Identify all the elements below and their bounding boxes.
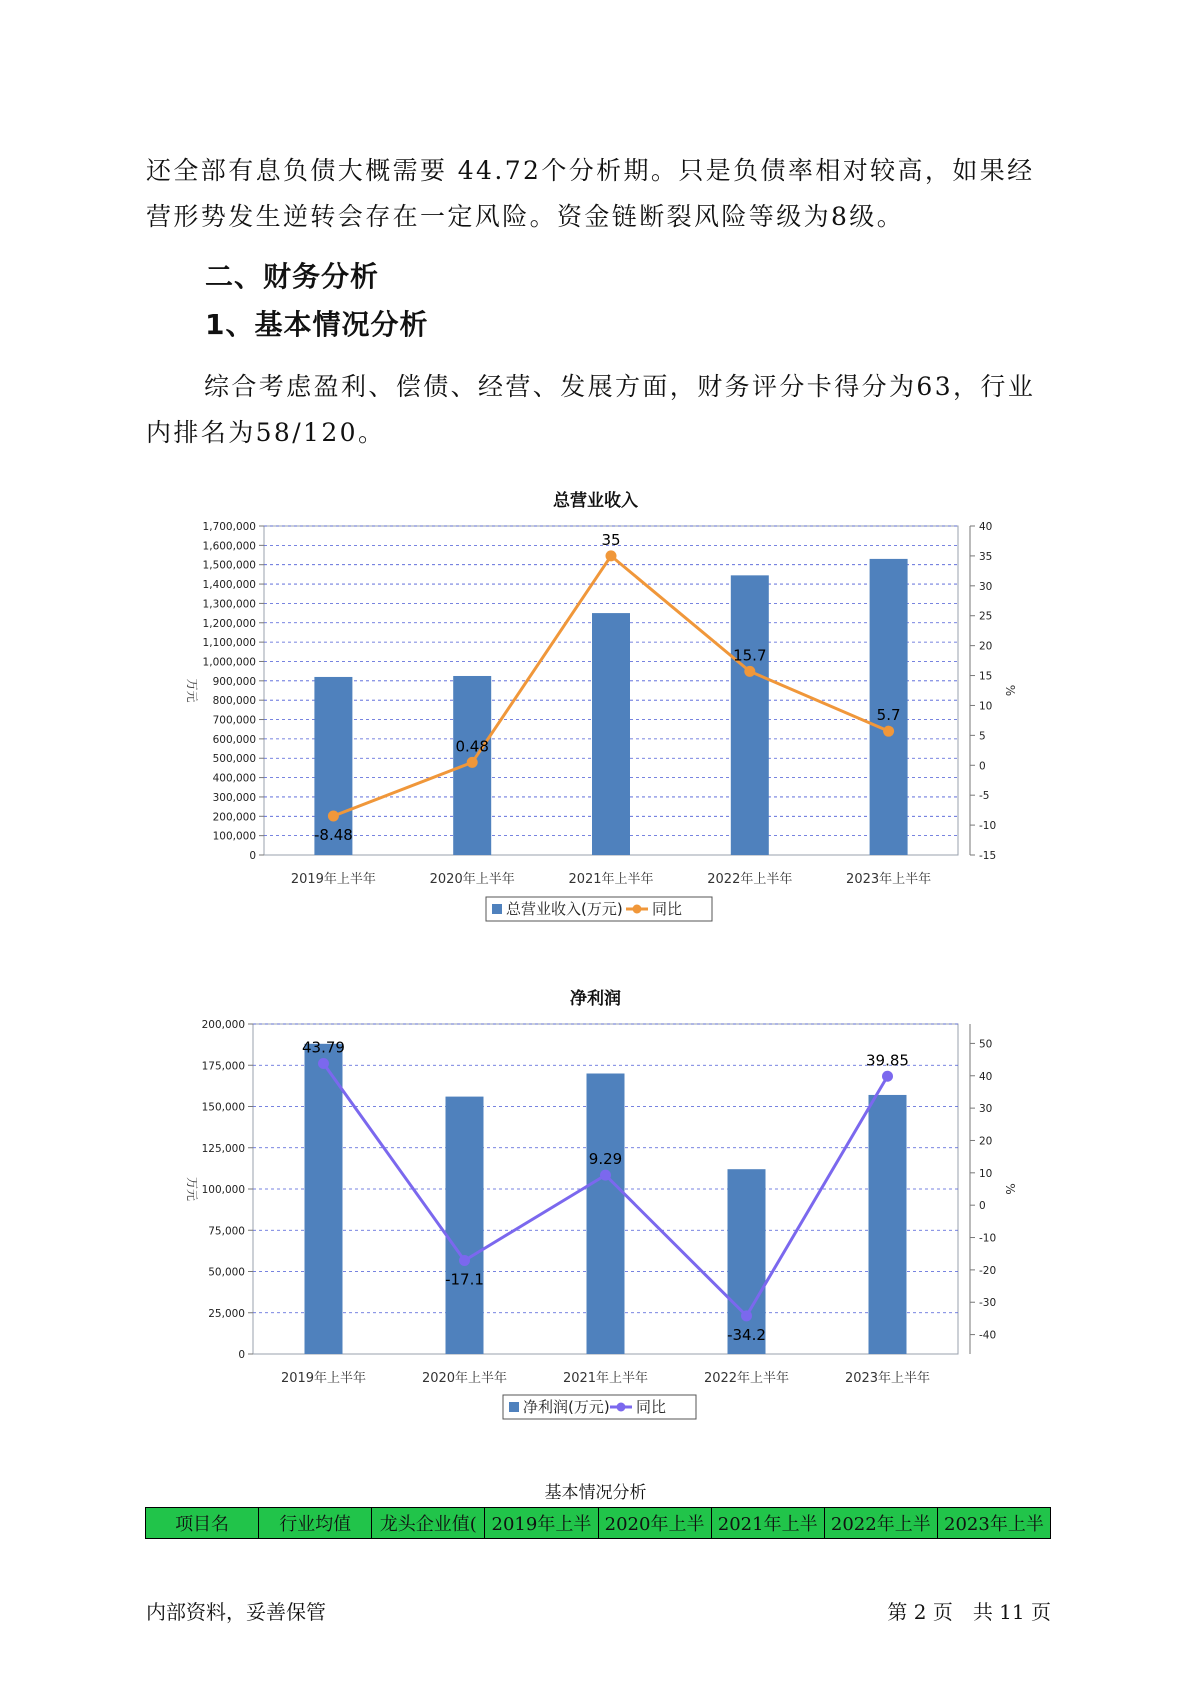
x-tick-label: 2021年上半年 xyxy=(568,872,654,887)
data-label: 35 xyxy=(601,530,621,549)
data-label: 5.7 xyxy=(876,706,901,725)
x-tick-label: 2020年上半年 xyxy=(421,1371,508,1386)
line-point xyxy=(459,1255,470,1266)
y2-tick-label: 40 xyxy=(979,1070,993,1083)
y2-axis-title: % xyxy=(1003,684,1017,697)
intro-paragraph: 还全部有息负债大概需要 44.72个分析期。只是负债率相对较高，如果经营形势发生逆转会存在一定风险。资金链断裂风险等级为8级。 xyxy=(146,156,1035,231)
legend-line-label: 同比 xyxy=(652,900,683,918)
basic-analysis-table xyxy=(145,1507,1051,1539)
y2-tick-label: -20 xyxy=(979,1264,997,1277)
y2-tick-label: 0 xyxy=(979,1200,986,1213)
y2-tick-label: 30 xyxy=(979,1103,993,1116)
y-tick-label: 800,000 xyxy=(212,695,256,708)
legend-line-marker xyxy=(617,1403,626,1412)
y2-tick-label: 0 xyxy=(979,760,986,773)
subsection-heading: 1、基本情况分析 xyxy=(205,308,429,341)
footer-page-number: 第 2 页 共 11 页 xyxy=(887,1600,1051,1624)
y-tick-label: 900,000 xyxy=(212,675,256,688)
y-tick-label: 1,300,000 xyxy=(202,598,256,611)
data-label: 9.29 xyxy=(588,1150,623,1169)
x-tick-label: 2019年上半年 xyxy=(280,1371,367,1386)
bar xyxy=(587,1074,625,1355)
chart-title-revenue: 总营业收入 xyxy=(553,491,638,511)
header-industry-avg: 行业均值 xyxy=(259,1508,372,1539)
y-axis-title: 万元 xyxy=(185,678,199,703)
line-point xyxy=(882,1071,893,1082)
bar xyxy=(446,1097,484,1354)
bar xyxy=(869,1095,907,1354)
y-tick-label: 400,000 xyxy=(212,772,256,785)
x-tick-label: 2022年上半年 xyxy=(707,872,793,887)
x-tick-label: 2019年上半年 xyxy=(290,872,376,887)
data-label: 15.7 xyxy=(733,646,767,665)
y2-tick-label: -10 xyxy=(979,1232,997,1245)
table-header-row xyxy=(146,1508,1051,1539)
y-tick-label: 0 xyxy=(249,850,256,862)
y2-tick-label: -40 xyxy=(979,1329,997,1342)
y2-tick-label: 20 xyxy=(979,1135,993,1148)
header-2019: 2019年上半 xyxy=(485,1508,598,1539)
y-tick-label: 200,000 xyxy=(212,811,256,824)
y-tick-label: 300,000 xyxy=(212,791,256,804)
section-heading: 二、财务分析 xyxy=(205,260,380,293)
data-label: -17.1 xyxy=(445,1270,484,1289)
data-label: 39.85 xyxy=(866,1051,909,1070)
line-point xyxy=(600,1170,611,1181)
y-tick-label: 150,000 xyxy=(201,1101,245,1114)
y2-tick-label: 30 xyxy=(979,580,993,593)
legend-bar-label: 净利润(万元) xyxy=(523,1398,610,1416)
y-tick-label: 200,000 xyxy=(201,1019,245,1031)
bar xyxy=(305,1044,343,1354)
y2-tick-label: -5 xyxy=(979,790,990,803)
x-tick-label: 2023年上半年 xyxy=(846,872,932,887)
y2-tick-label: 40 xyxy=(979,521,993,533)
header-2021: 2021年上半 xyxy=(711,1508,824,1539)
y-tick-label: 1,200,000 xyxy=(202,617,256,630)
y-tick-label: 1,700,000 xyxy=(202,521,256,533)
header-item-name: 项目名 xyxy=(146,1508,259,1539)
chart-title-net-profit: 净利润 xyxy=(570,989,621,1009)
data-label: -8.48 xyxy=(313,825,353,844)
y2-tick-label: -15 xyxy=(979,850,997,862)
y-tick-label: 0 xyxy=(238,1349,245,1361)
y-tick-label: 125,000 xyxy=(201,1142,245,1155)
x-tick-label: 2022年上半年 xyxy=(703,1371,790,1386)
y2-tick-label: 15 xyxy=(979,670,993,683)
y2-tick-label: 50 xyxy=(979,1038,993,1051)
legend-bar-label: 总营业收入(万元) xyxy=(506,900,623,918)
y-tick-label: 1,000,000 xyxy=(202,656,256,669)
y2-tick-label: 25 xyxy=(979,610,993,623)
y2-tick-label: 10 xyxy=(979,700,993,713)
data-label: 0.48 xyxy=(455,737,489,756)
y-axis-title: 万元 xyxy=(185,1176,199,1202)
data-label: -34.2 xyxy=(727,1325,766,1344)
y-tick-label: 700,000 xyxy=(212,714,256,727)
y2-tick-label: 10 xyxy=(979,1167,993,1180)
x-tick-label: 2020年上半年 xyxy=(429,872,515,887)
legend-bar-swatch xyxy=(509,1402,519,1412)
y-tick-label: 500,000 xyxy=(212,753,256,766)
y-tick-label: 100,000 xyxy=(201,1184,245,1196)
table-caption: 基本情况分析 xyxy=(544,1483,647,1503)
x-tick-label: 2023年上半年 xyxy=(844,1371,931,1386)
y2-tick-label: 20 xyxy=(979,640,993,653)
y2-tick-label: 35 xyxy=(979,550,993,563)
y-tick-label: 175,000 xyxy=(201,1060,245,1073)
line-point xyxy=(741,1310,752,1321)
y2-axis-title: % xyxy=(1003,1183,1017,1195)
y-tick-label: 600,000 xyxy=(212,733,256,746)
y2-tick-label: -10 xyxy=(979,820,997,833)
y-tick-label: 1,500,000 xyxy=(202,559,256,572)
summary-paragraph: 综合考虑盈利、偿债、经营、发展方面，财务评分卡得分为63，行业内排名为58/120。 xyxy=(146,372,1036,447)
line-point xyxy=(318,1058,329,1069)
y2-tick-label: -30 xyxy=(979,1297,997,1310)
y-tick-label: 100,000 xyxy=(212,830,256,843)
x-tick-label: 2021年上半年 xyxy=(562,1371,649,1386)
y-tick-label: 1,100,000 xyxy=(202,637,256,650)
header-2022: 2022年上半 xyxy=(824,1508,937,1539)
data-label: 43.79 xyxy=(302,1038,345,1057)
y-tick-label: 25,000 xyxy=(208,1307,245,1320)
header-leader-value: 龙头企业值( xyxy=(372,1508,485,1539)
header-2020: 2020年上半 xyxy=(598,1508,711,1539)
y2-tick-label: 5 xyxy=(979,730,986,743)
legend-line-label: 同比 xyxy=(636,1398,667,1416)
y-tick-label: 1,600,000 xyxy=(202,540,256,553)
y-tick-label: 75,000 xyxy=(208,1225,245,1238)
footer-confidential: 内部资料，妥善保管 xyxy=(146,1600,326,1624)
header-2023: 2023年上半 xyxy=(937,1508,1050,1539)
y-tick-label: 50,000 xyxy=(208,1266,245,1279)
y-tick-label: 1,400,000 xyxy=(202,579,256,592)
